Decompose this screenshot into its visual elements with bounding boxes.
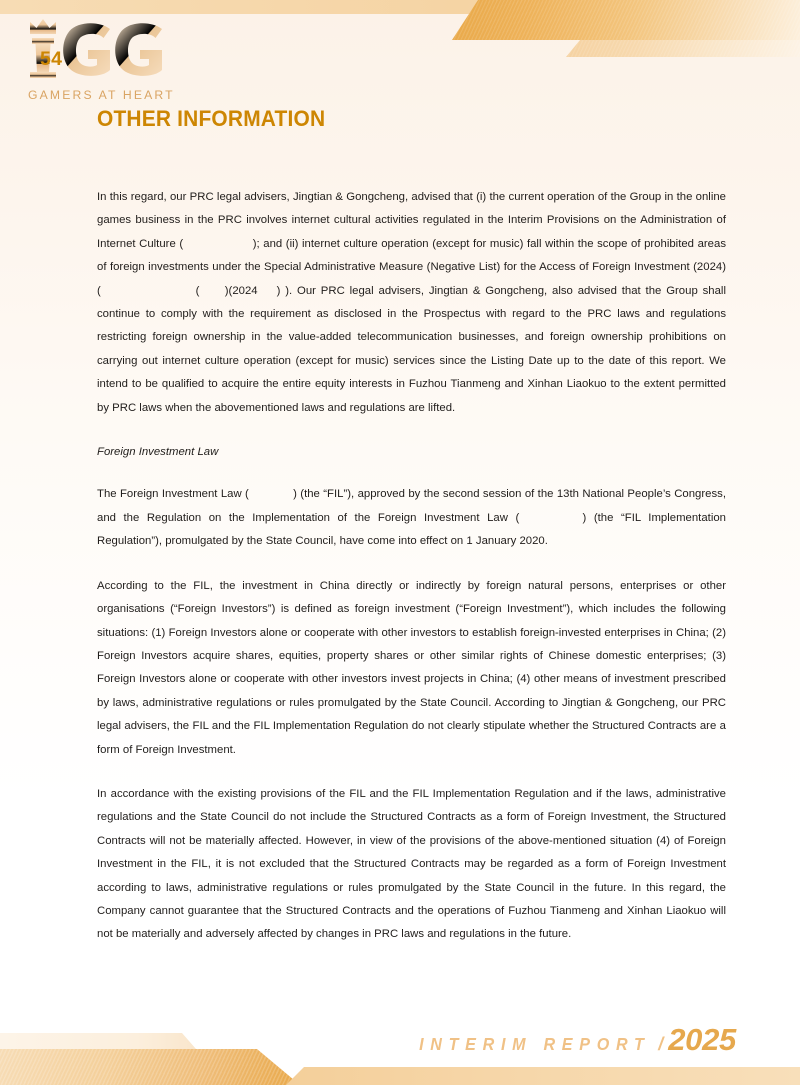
cjk-missing-glyph-gap: [249, 483, 293, 506]
body-paragraph: In accordance with the existing provisions of the FIL and the FIL Implementation Regulation and if the laws, administrative regulations and the State Council do not include the Structured Contracts as a form of Foreign Investment, the Structured Contracts will not be materially affected. However, in view of the provisions of the above-mentioned situation (4) of Foreign Investment in the FIL, it is not excluded that the Structured Contracts may be regarded as a form of Foreign Investment according to laws, administrative regulations or rules promulgated by the State Council in the future. In this regard, the Company cannot guarantee that the Structured Contracts and the operations of Fuzhou Tianmeng and Xinhan Liaokuo will not be materially and adversely affected by changes in PRC laws and regulations in the future.: [97, 787, 726, 941]
report-words: INTERIM REPORT: [418, 1034, 651, 1054]
body-subheading: Foreign Investment Law: [97, 446, 219, 459]
body-paragraph: The Foreign Investment Law ( ) (the “FIL”), approved by the second session of the 13th National People’s Congress, and the Regulation on the Implementation of the Foreign Investment Law ( ) (the “FIL Implementation Regulation”), promulgated by the State Council, have come into effect on 1 January 2020.: [97, 483, 726, 553]
crown-icon: [30, 19, 56, 34]
page-number: 54: [40, 48, 63, 70]
cjk-missing-glyph-gap: [519, 507, 582, 530]
logo-tagline: GAMERS AT HEART: [28, 88, 175, 102]
document-body: [97, 186, 726, 947]
footer-band-right: [286, 1067, 800, 1085]
footer-band-pale: [0, 1033, 196, 1049]
page-title: OTHER INFORMATION: [97, 106, 326, 131]
report-footer-title: [409, 1022, 736, 1058]
report-year: 2025: [668, 1022, 736, 1057]
report-separator: /: [658, 1034, 664, 1054]
cjk-missing-glyph-gap: [183, 233, 253, 256]
cjk-missing-glyph-gap: [101, 280, 196, 303]
body-paragraph: In this regard, our PRC legal advisers, Jingtian & Gongcheng, advised that (i) the current operation of the Group in the online games business in the PRC involves internet cultural activities regulated in the Interim Provisions on the Administration of Internet Culture ( ); and (ii) internet culture operation (except for music) fall within the scope of prohibited areas of foreign investments under the Special Administrative Measure (Negative List) for the Access of Foreign Investment (2024) ( ( )(2024 ) ). Our PRC legal advisers, Jingtian & Gongcheng, also advised that the Group shall continue to comply with the requirement as disclosed in the Prospectus with regard to the PRC laws and regulations restricting foreign ownership in the value-added telecommunication businesses, and foreign ownership prohibitions on carrying out internet culture operation (except for music) services since the Listing Date up to the date of this report. We intend to be qualified to acquire the entire equity interests in Fuzhou Tianmeng and Xinhan Liaokuo to the extent permitted by PRC laws when the abovementioned laws and regulations are lifted.: [97, 191, 727, 414]
footer-band-left: [0, 1049, 300, 1085]
cjk-missing-glyph-gap: [258, 280, 277, 303]
header-chevron-secondary: [566, 40, 800, 57]
header-chevron-primary: [452, 0, 800, 40]
body-paragraph: According to the FIL, the investment in China directly or indirectly by foreign natural persons, enterprises or other organisations (“Foreign Investors”) is defined as foreign investment (“Foreign Investment”), which includes the following situations: (1) Foreign Investors alone or cooperate with other investors to establish foreign-invested enterprises in China; (2) Foreign Investors acquire shares, equities, property shares or other similar rights of Chinese domestic enterprises; (3) Foreign Investors alone or cooperate with other investors invest projects in China; (4) other means of investment prescribed by laws, administrative regulations or rules promulgated by the State Council. According to Jingtian & Gongcheng, our PRC legal advisers, the FIL and the FIL Implementation Regulation do not clearly stipulate whether the Structured Contracts are a form of Foreign Investment.: [97, 579, 726, 756]
cjk-missing-glyph-gap: [199, 280, 224, 303]
